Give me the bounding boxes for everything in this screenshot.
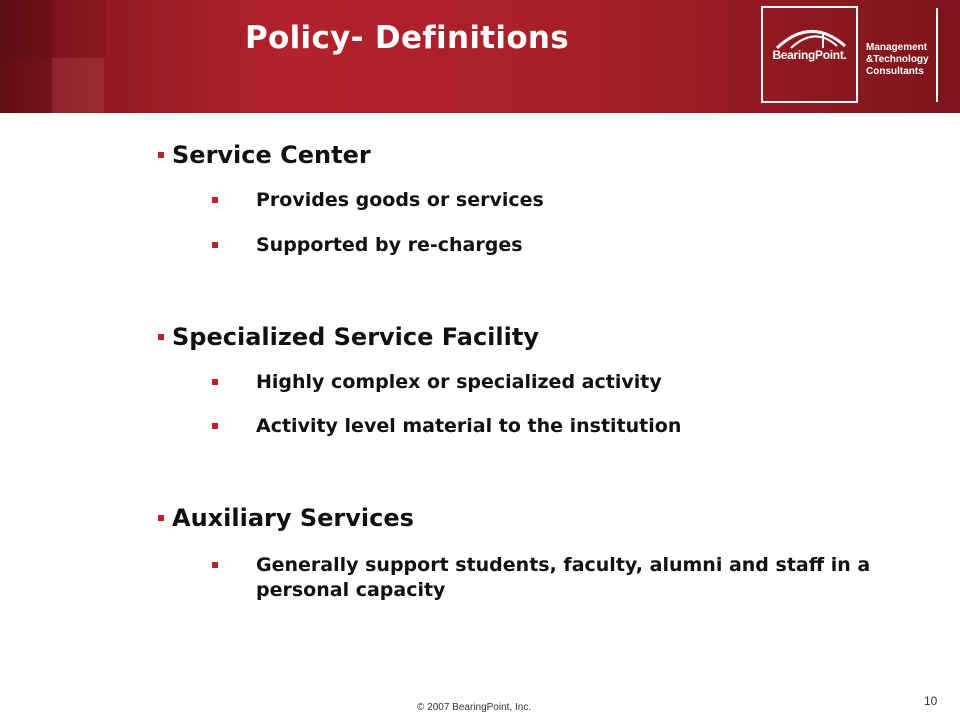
- section-heading-text: Service Center: [172, 141, 371, 169]
- bullet-icon: [158, 515, 164, 521]
- tagline-line: Management: [866, 42, 928, 53]
- list-item-text: Highly complex or specialized activity: [256, 371, 662, 393]
- bullet-icon: [212, 379, 218, 385]
- bullet-icon: [212, 197, 218, 203]
- page-number: 10: [924, 694, 938, 708]
- section-heading: [158, 141, 371, 169]
- bullet-icon: [158, 334, 164, 340]
- bullet-icon: [158, 152, 164, 158]
- bullet-icon: [212, 242, 218, 248]
- bullet-icon: [212, 562, 218, 568]
- bullet-icon: [212, 423, 218, 429]
- logo-brand-text: BearingPoint.: [772, 48, 847, 62]
- section-heading-text: Specialized Service Facility: [172, 323, 539, 351]
- list-item-text: Generally support students, faculty, alumni and staff in a personal capacity: [256, 554, 871, 601]
- list-item-text: Provides goods or services: [256, 189, 544, 211]
- list-item-text: Activity level material to the institution: [256, 415, 682, 437]
- section-heading: [158, 504, 414, 532]
- tagline-line: &Technology: [866, 54, 929, 65]
- tagline-line: Consultants: [866, 66, 924, 77]
- section-heading: [158, 323, 539, 351]
- list-item-text: Supported by re-charges: [256, 234, 523, 256]
- slide-title: Policy- Definitions: [245, 20, 570, 56]
- section-heading-text: Auxiliary Services: [172, 504, 414, 532]
- copyright-footer: © 2007 BearingPoint, Inc.: [417, 702, 532, 713]
